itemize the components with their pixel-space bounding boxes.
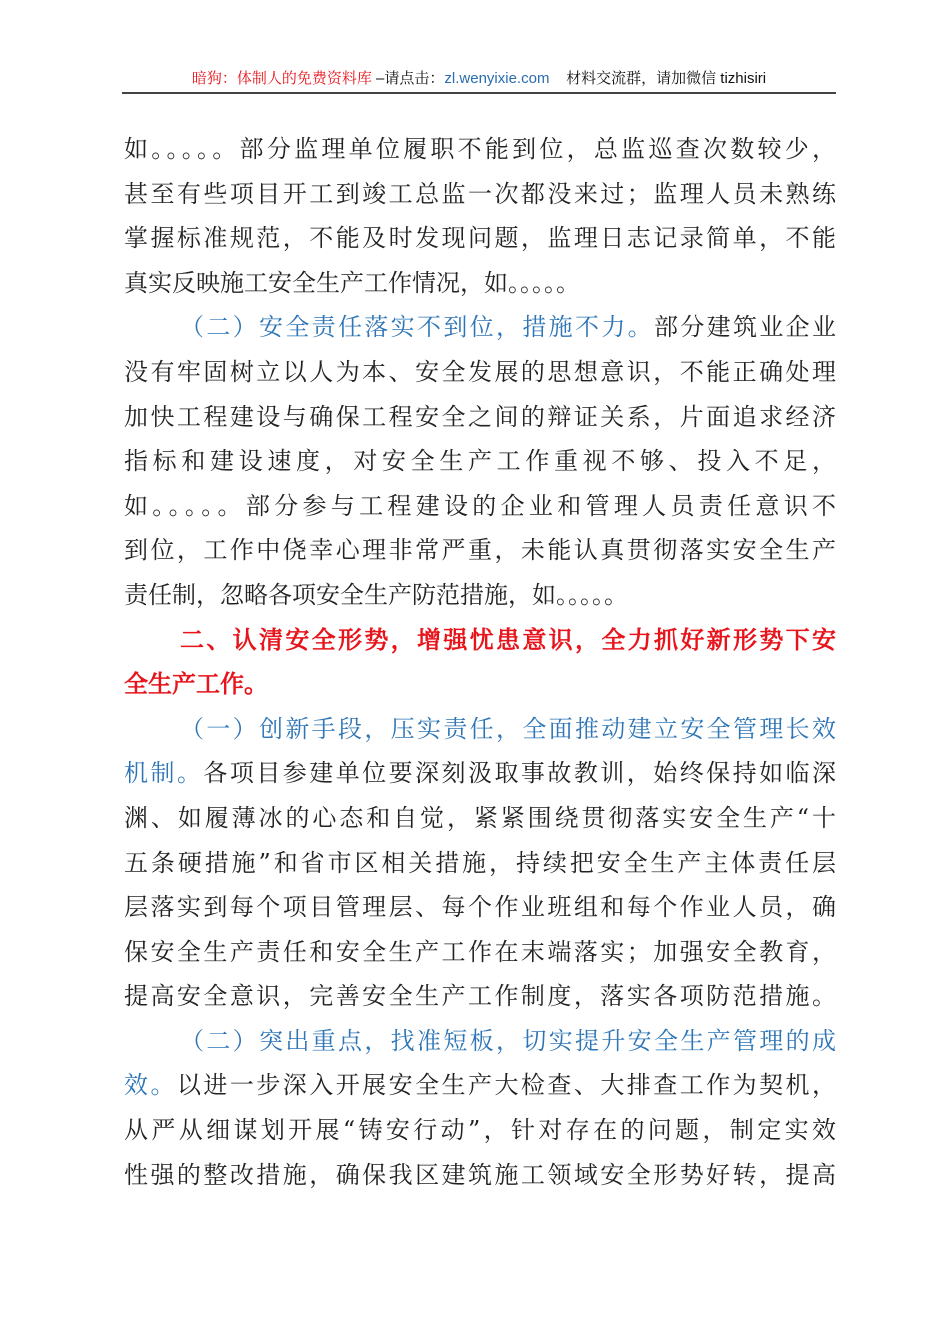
text-line bbox=[124, 796, 836, 841]
section-heading: 全生产工作。 bbox=[124, 669, 268, 699]
text-line bbox=[124, 707, 836, 752]
paragraph-text: 加快工程建设与确保工程安全之间的辩证关系，片面追求经济 bbox=[124, 402, 836, 431]
text-line bbox=[124, 573, 836, 618]
subsection-heading: （一）创新手段，压实责任，全面推动建立安全管理长效 bbox=[180, 714, 836, 743]
subsection-heading: 机制。 bbox=[124, 759, 204, 788]
paragraph-text: 渊、如履薄冰的心态和自觉，紧紧围绕贯彻落实安全生产“十 bbox=[124, 803, 836, 832]
text-line bbox=[124, 305, 836, 350]
text-line bbox=[124, 1108, 836, 1153]
text-line bbox=[124, 261, 836, 306]
section-heading: 二、认清安全形势，增强忧患意识，全力抓好新形势下安 bbox=[180, 624, 836, 654]
paragraph-text: 责任制，忽略各项安全生产防范措施，如。。。。。 bbox=[124, 580, 628, 609]
text-line bbox=[124, 127, 836, 172]
text-line bbox=[124, 841, 836, 886]
paragraph-text: 以进一步深入开展安全生产大检查、大排查工作为契机， bbox=[176, 1071, 836, 1100]
text-line bbox=[124, 1153, 836, 1198]
paragraph-text: 五条硬措施”和省市区相关措施，持续把安全生产主体责任层 bbox=[124, 848, 836, 877]
paragraph-text: 从严从细谋划开展“铸安行动”，针对存在的问题，制定实效 bbox=[124, 1116, 836, 1145]
paragraph-text: 没有牢固树立以人为本、安全发展的思想意识，不能正确处理 bbox=[124, 357, 836, 386]
text-line bbox=[124, 439, 836, 484]
paragraph-text: 到位，工作中侥幸心理非常严重，未能认真贯彻落实安全生产 bbox=[124, 536, 836, 565]
paragraph-text: 甚至有些项目开工到竣工总监一次都没来过；监理人员未熟练 bbox=[124, 179, 836, 208]
text-line bbox=[124, 662, 836, 707]
paragraph-text: 指标和建设速度，对安全生产工作重视不够、投入不足， bbox=[124, 447, 836, 476]
site-url-link[interactable]: zl.wenyixie.com bbox=[444, 70, 550, 87]
text-line bbox=[124, 1019, 836, 1064]
text-line bbox=[124, 395, 836, 440]
paragraph-text: 性强的整改措施，确保我区建筑施工领域安全形势好转，提高 bbox=[124, 1160, 836, 1189]
text-line bbox=[124, 930, 836, 975]
text-line bbox=[124, 172, 836, 217]
paragraph-text: 如。。。。。部分参与工程建设的企业和管理人员责任意识不 bbox=[124, 491, 836, 520]
text-line bbox=[124, 350, 836, 395]
paragraph-text: 保安全生产责任和安全生产工作在末端落实；加强安全教育， bbox=[124, 937, 836, 966]
text-line bbox=[124, 1063, 836, 1108]
paragraph-text: 真实反映施工安全生产工作情况，如。。。。。 bbox=[124, 268, 580, 297]
text-line bbox=[124, 885, 836, 930]
text-line bbox=[124, 216, 836, 261]
text-line bbox=[124, 528, 836, 573]
paragraph-text: 掌握标准规范，不能及时发现问题，监理日志记录简单，不能 bbox=[124, 224, 836, 253]
text-line bbox=[124, 974, 836, 1019]
paragraph-text: 各项目参建单位要深刻汲取事故教训，始终保持如临深 bbox=[203, 759, 836, 788]
subsection-heading: （二）突出重点，找准短板，切实提升安全生产管理的成 bbox=[180, 1026, 836, 1055]
subsection-heading: 效。 bbox=[124, 1071, 177, 1100]
subsection-heading: （二）安全责任落实不到位，措施不力。 bbox=[180, 313, 654, 342]
text-line bbox=[124, 751, 836, 796]
paragraph-text: 层落实到每个项目管理层、每个作业班组和每个作业人员，确 bbox=[124, 893, 836, 922]
contact-text: 材料交流群，请加微信 tizhisiri bbox=[566, 70, 767, 87]
document-body bbox=[124, 127, 836, 1197]
text-line bbox=[124, 618, 836, 663]
page-header bbox=[122, 68, 836, 94]
text-line bbox=[124, 484, 836, 529]
paragraph-text: 部分建筑业企业 bbox=[654, 313, 836, 342]
click-label: –请点击： bbox=[371, 70, 445, 87]
site-label: 暗狗：体制人的免费资料库 bbox=[191, 70, 372, 87]
paragraph-text: 提高安全意识，完善安全生产工作制度，落实各项防范措施。 bbox=[124, 982, 836, 1011]
paragraph-text: 如。。。。。部分监理单位履职不能到位，总监巡查次数较少， bbox=[124, 135, 836, 163]
